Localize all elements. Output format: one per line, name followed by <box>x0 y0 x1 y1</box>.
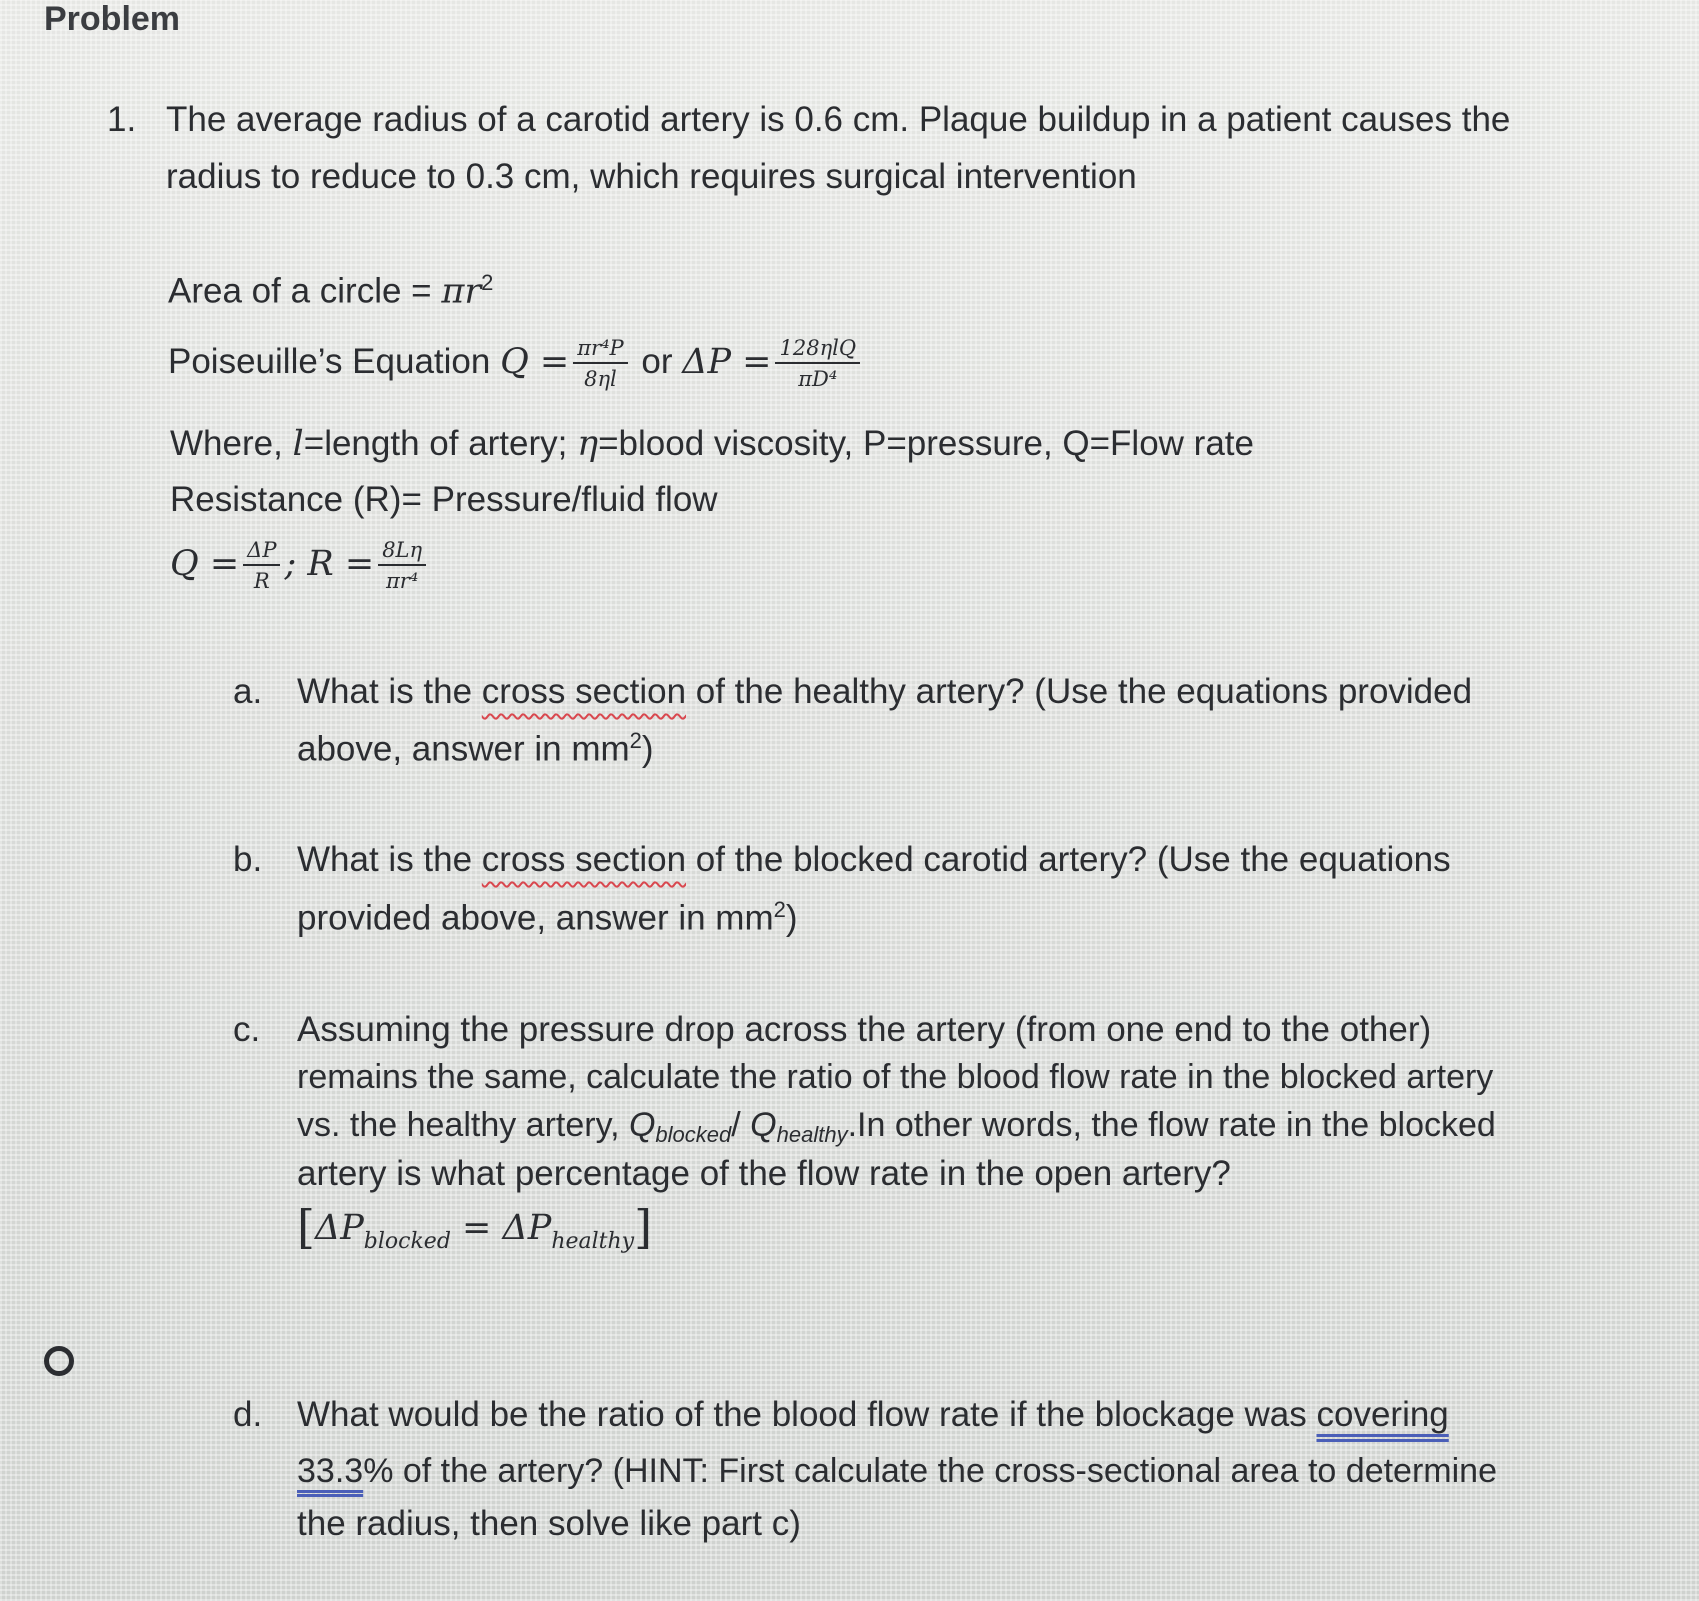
where-rest: =blood viscosity, P=pressure, Q=Flow rate <box>598 424 1254 463</box>
q-healthy-subscript: healthy <box>776 1122 848 1147</box>
problem-text-line-1: The average radius of a carotid artery is 0.6 cm. Plaque buildup in a patient causes the <box>166 100 1511 139</box>
question-c-line-3-pre: vs. the healthy artery, <box>297 1106 629 1144</box>
r-numerator: 8Lη <box>378 538 426 566</box>
poiseuille-denominator-2: πD⁴ <box>798 367 838 392</box>
question-a-line-2 <box>297 728 654 770</box>
r-fraction <box>378 538 426 593</box>
poiseuille-or: or <box>631 341 683 381</box>
poiseuille-denominator-1: 8ηl <box>584 367 617 392</box>
where-prefix: Where, <box>170 424 293 463</box>
poiseuille-delta-p: ΔP = <box>682 341 772 382</box>
poiseuille-equation <box>168 336 864 391</box>
where-definitions <box>170 424 1254 464</box>
poiseuille-fraction-1 <box>573 336 627 391</box>
poiseuille-label: Poiseuille’s Equation <box>168 341 501 381</box>
q-numerator: ΔP <box>243 538 280 566</box>
pressure-equality-equation <box>297 1200 652 1254</box>
question-a-superscript: 2 <box>629 728 642 753</box>
r-equals: ; R = <box>284 543 375 584</box>
question-b-line-2-text: provided above, answer in mm <box>297 898 774 938</box>
question-c-line-2: remains the same, calculate the ratio of the blood flow rate in the blocked artery <box>297 1058 1494 1096</box>
page-title: Problem <box>44 0 181 38</box>
question-d-line-2 <box>297 1452 1497 1491</box>
delta-p-blocked: ΔP <box>314 1208 364 1248</box>
poiseuille-fraction-2 <box>775 336 860 391</box>
question-a-line-1 <box>297 672 1472 712</box>
question-d-line-1 <box>297 1395 1449 1435</box>
poiseuille-q: Q = <box>500 341 570 382</box>
q-blocked-subscript: blocked <box>655 1122 732 1147</box>
delta-p-healthy-subscript: healthy <box>551 1229 635 1254</box>
question-a-line-2-text: above, answer in mm <box>297 729 630 769</box>
question-b-letter: b. <box>233 840 263 879</box>
question-c-line-1: Assuming the pressure drop across the artery (from one end to the other) <box>297 1010 1432 1049</box>
problem-text-line-2: radius to reduce to 0.3 cm, which requires surgical intervention <box>166 157 1137 196</box>
flow-resistance-equations <box>170 538 430 593</box>
where-l-definition: =length of artery; <box>303 424 578 463</box>
q-healthy-symbol: Q <box>750 1106 777 1144</box>
resistance-definition: Resistance (R)= Pressure/fluid flow <box>170 480 718 519</box>
question-d-underlined-covering: covering <box>1316 1395 1449 1434</box>
equation-close-bracket: ] <box>634 1200 653 1254</box>
question-a-underlined: cross section <box>481 672 687 711</box>
poiseuille-numerator-1: πr⁴P <box>573 336 627 364</box>
area-label: Area of a circle = <box>168 271 442 311</box>
question-b-line-2 <box>297 897 798 939</box>
question-b-line-2-end: ) <box>785 898 798 938</box>
question-d-line-2-post: % of the artery? (HINT: First calculate the cross-sectional area to determine <box>363 1452 1497 1490</box>
delta-p-healthy: ΔP <box>502 1208 552 1248</box>
delta-p-blocked-subscript: blocked <box>363 1229 451 1254</box>
q-blocked-symbol: Q <box>628 1106 656 1144</box>
q-equals: Q = <box>170 543 240 584</box>
where-l-symbol: l <box>292 424 304 464</box>
q-fraction <box>243 538 280 593</box>
question-c-line-3 <box>297 1106 1496 1148</box>
question-a-line-2-end: ) <box>641 729 654 769</box>
question-c-letter: c. <box>233 1010 261 1049</box>
question-d-underlined-percent: 33.3 <box>297 1452 364 1490</box>
question-a-pre: What is the <box>297 672 482 711</box>
area-formula <box>168 270 493 312</box>
question-b-underlined: cross section <box>481 840 687 879</box>
question-d-line-3: the radius, then solve like part c) <box>297 1504 801 1543</box>
question-b-pre: What is the <box>297 840 482 879</box>
q-denominator: R <box>253 569 270 594</box>
equation-equals: = <box>450 1208 503 1248</box>
question-d-line-1-pre: What would be the ratio of the blood flow rate if the blockage was <box>297 1395 1317 1434</box>
question-b-post: of the blocked carotid artery? (Use the equations <box>686 840 1451 879</box>
question-c-line-4: artery is what percentage of the flow rate in the open artery? <box>297 1154 1231 1193</box>
poiseuille-numerator-2: 128ηlQ <box>775 336 860 364</box>
problem-number: 1. <box>107 100 137 139</box>
question-c-line-3-post: .In other words, the flow rate in the blocked <box>847 1106 1496 1144</box>
area-expression: πr <box>441 271 482 312</box>
question-b-superscript: 2 <box>773 897 786 922</box>
question-a-letter: a. <box>233 672 263 711</box>
question-b-line-1 <box>297 840 1451 880</box>
r-denominator: πr⁴ <box>386 569 419 594</box>
q-ratio-slash: / <box>731 1106 751 1144</box>
radio-circle-icon[interactable] <box>44 1346 74 1376</box>
equation-open-bracket: [ <box>297 1200 315 1254</box>
area-exponent: 2 <box>481 270 494 295</box>
where-eta-symbol: η <box>577 424 599 464</box>
question-a-post: of the healthy artery? (Use the equations provided <box>686 672 1473 711</box>
question-d-letter: d. <box>233 1395 263 1434</box>
